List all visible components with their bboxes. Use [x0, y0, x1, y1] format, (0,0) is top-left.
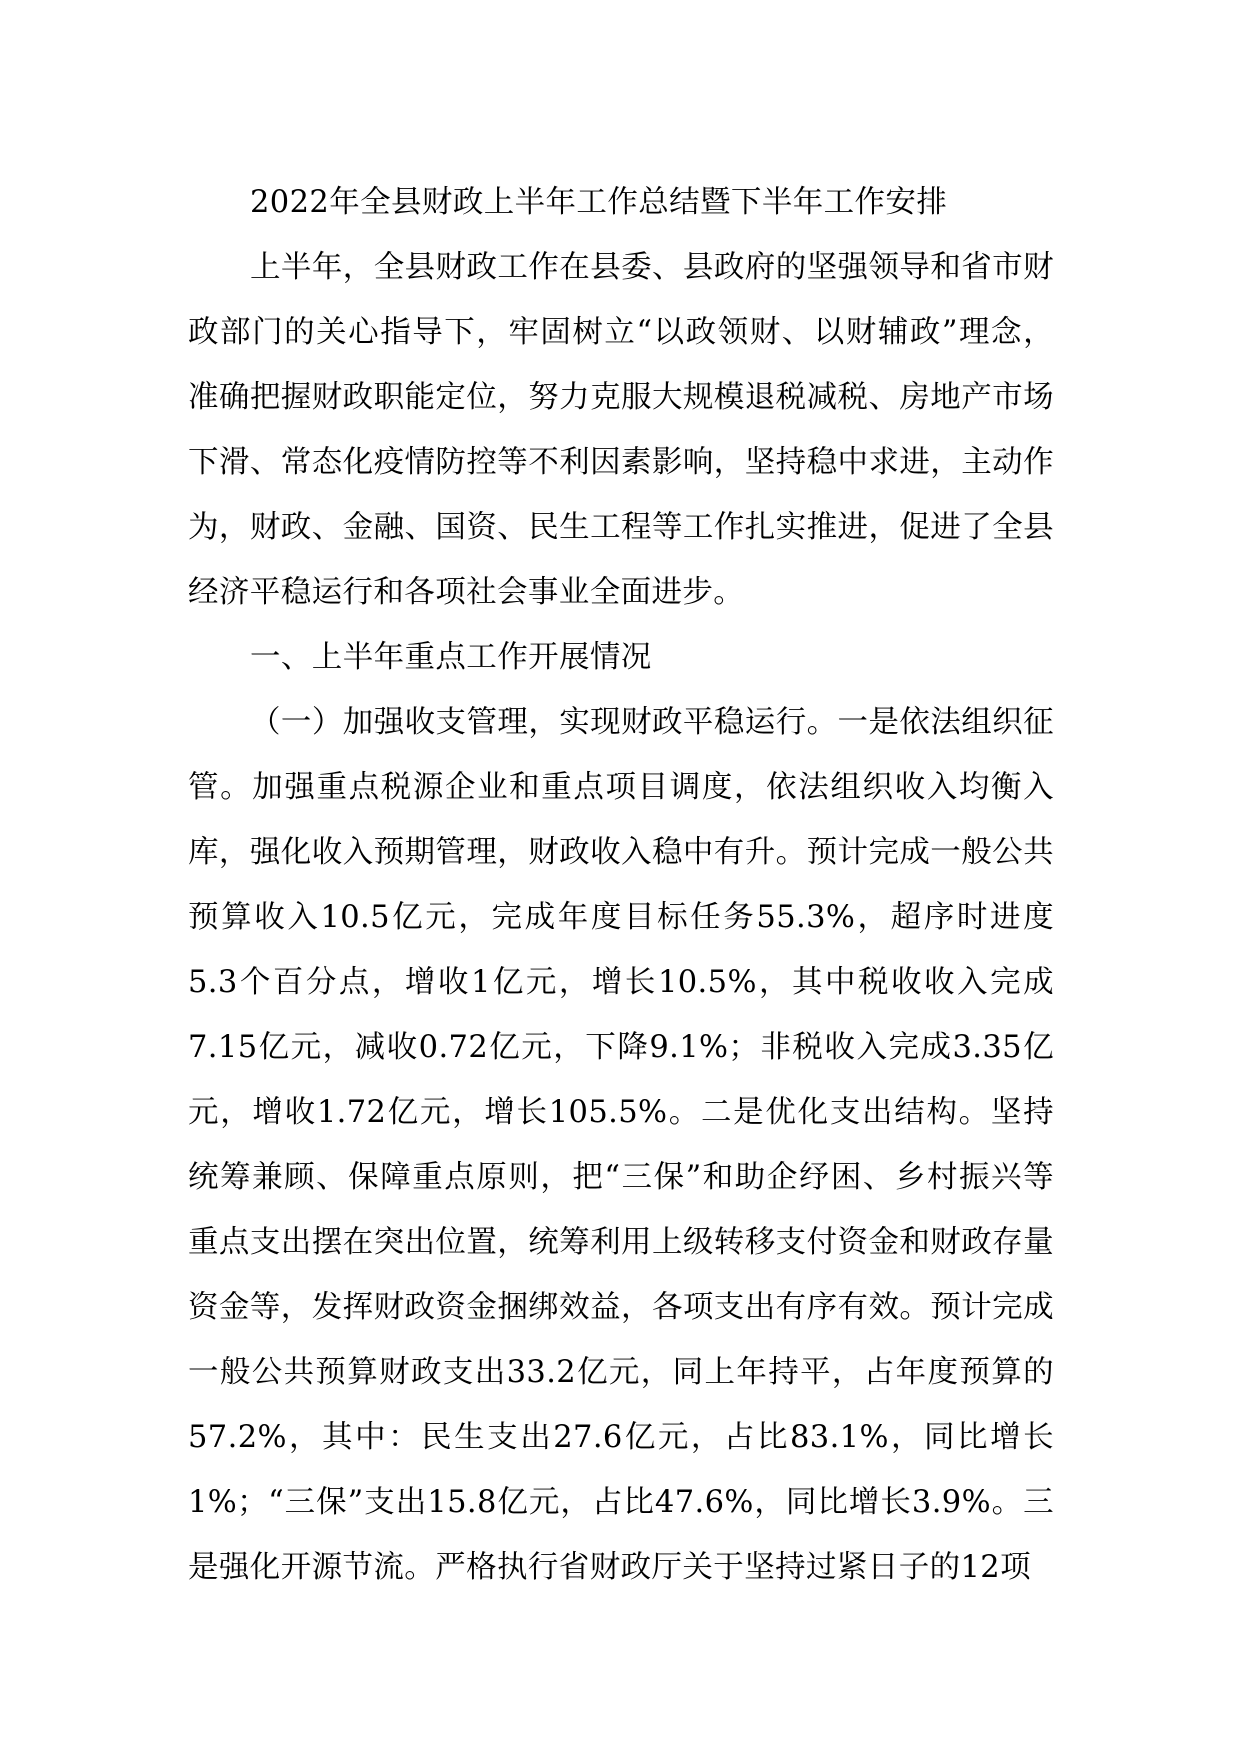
- section-paragraph: （一）加强收支管理，实现财政平稳运行。一是依法组织征管。加强重点税源企业和重点项目调度，依法组织收入均衡入库，强化收入预期管理，财政收入稳中有升。预计完成一般公共预算收入10.5亿元，完成年度目标任务55.3%，超序时进度5.3个百分点，增收1亿元，增长10.5%，其中税收收入完成7.15亿元，减收0.72亿元，下降9.1%；非税收入完成3.35亿元，增收1.72亿元，增长105.5%。二是优化支出结构。坚持统筹兼顾、保障重点原则，把“三保”和助企纾困、乡村振兴等重点支出摆在突出位置，统筹利用上级转移支付资金和财政存量资金等，发挥财政资金捆绑效益，各项支出有序有效。预计完成一般公共预算财政支出33.2亿元，同上年持平，占年度预算的57.2%，其中：民生支出27.6亿元，占比83.1%，同比增长1%；“三保”支出15.8亿元，占比47.6%，同比增长3.9%。三是强化开源节流。严格执行省财政厅关于坚持过紧日子的12项: [188, 705, 1054, 1585]
- document-title: 2022年全县财政上半年工作总结暨下半年工作安排: [250, 185, 948, 220]
- intro-paragraph: 上半年，全县财政工作在县委、县政府的坚强领导和省市财政部门的关心指导下，牢固树立“以政领财、以财辅政”理念，准确把握财政职能定位，努力克服大规模退税减税、房地产市场下滑、常态化疫情防控等不利因素影响，坚持稳中求进，主动作为，财政、金融、国资、民生工程等工作扎实推进，促进了全县经济平稳运行和各项社会事业全面进步。: [188, 250, 1054, 610]
- section-heading: 一、上半年重点工作开展情况: [250, 640, 652, 675]
- document-body: [188, 170, 1054, 1600]
